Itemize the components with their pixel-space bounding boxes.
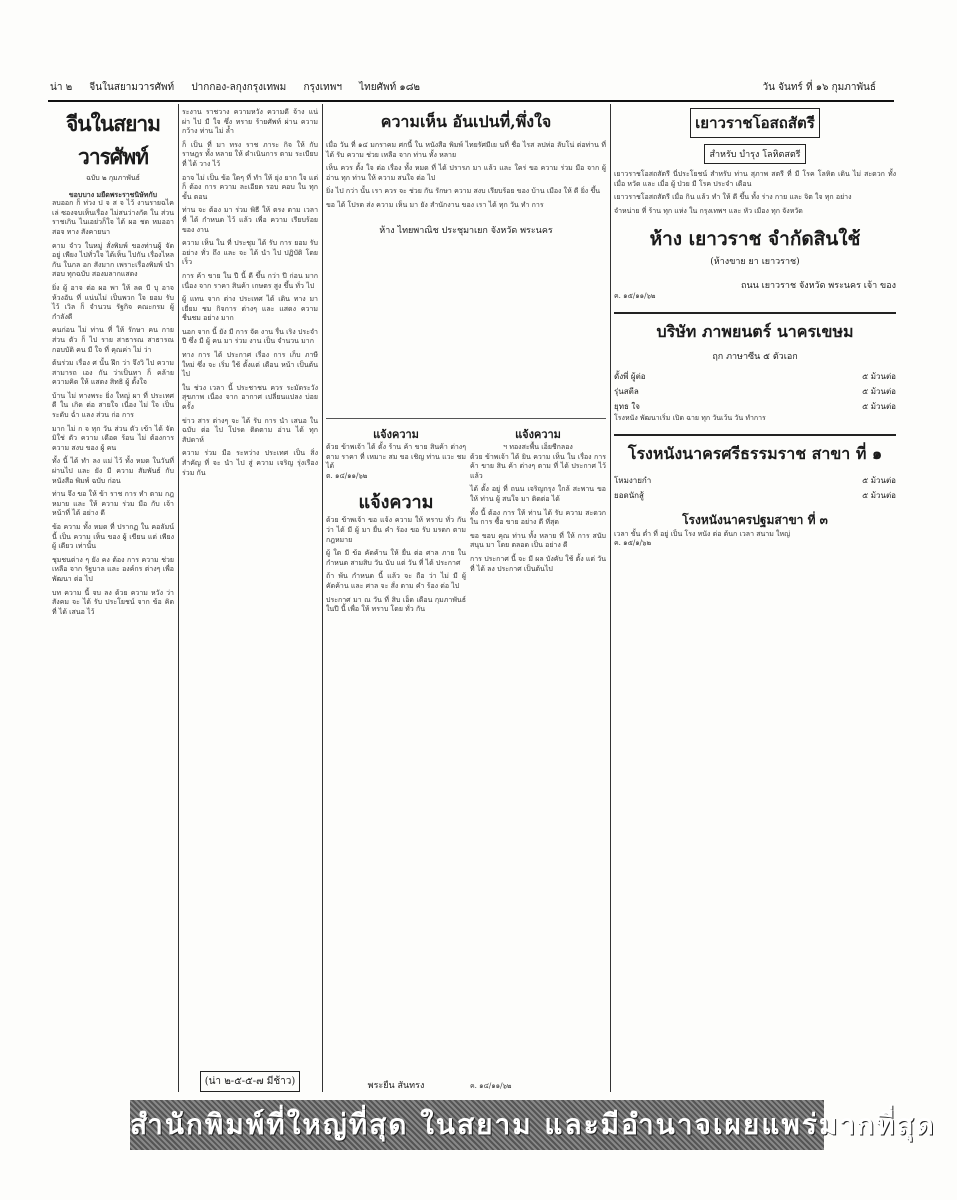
col3-title: ความเห็น อันเปนที่,พึ่งใจ: [380, 112, 552, 131]
paragraph: ข้อ ความ ทั้ง หมด ที่ ปรากฏ ใน คอลัมน์ นี้ เป็น ความ เห็น ของ ผู้ เขียน แต่ เพียง ผู้ เดียว เท่านั้น: [52, 523, 174, 551]
paragraph: จำหน่าย ที่ ร้าน ทุก แห่ง ใน กรุงเทพฯ และ หัว เมือง ทุก จังหวัด: [614, 206, 803, 215]
paragraph: ด้วย ข้าพเจ้า ได้ ยิน ความ เห็น ใน เรื่อง การ ค้า ขาย สิน ค้า ต่างๆ ตาม ที่ ได้ ประกาศ ไว้ แล้ว: [470, 452, 606, 480]
paragraph: เมื่อ วัน ที่ ๑๔ มกราคม ศกนี้ ใน หนังสือ พิมพ์ ไทยรัศมีเย นที่ ชื่อ ไรส ลปห่อ ลับโน่ ต่อท่าน ที่ ได้ รับ ความ ช่วย เหลือ จาก ท่าน ทั้ง หลาย: [326, 141, 606, 159]
header-right: [763, 80, 891, 95]
paragraph: ทาง การ ได้ ประกาศ เรื่อง การ เก็บ ภาษี ใหม่ ซึ่ง จะ เริ่ม ใช้ ตั้งแต่ เดือน หน้า เป็นต้นไป: [182, 351, 318, 379]
col4-body: [470, 453, 606, 575]
col5-sig: ถนน เยาวราช จังหวัด พระนคร เจ้า ของ: [741, 281, 896, 292]
schedule-row: [614, 384, 896, 399]
paragraph: เห็น ควร ตั้ง ใจ ต่อ เรื่อง ทั้ง หมด ที่ ได้ ปรารภ มา แล้ว และ ใคร่ ขอ ความ ร่วม มือ จาก ผู้ อ่าน ทุก ท่าน ให้ ความ สนใจ ต่อ ไป: [326, 164, 606, 182]
paragraph: ประกาศ มา ณ วัน ที่ สิบ เอ็ด เดือน กุมภาพันธ์ ในปี นี้ เพื่อ ให้ ทราบ โดย ทั่ว กัน: [326, 595, 466, 614]
header-date-short: ปากกอง-ลกุงกรุงเทพม: [191, 82, 287, 93]
col3-divider: [326, 418, 606, 419]
col-rule-3: [610, 104, 611, 1092]
col5b-rows: [614, 369, 896, 414]
col4-date: ค. ๑๔/๑๑/๖๒: [470, 1082, 512, 1091]
column-2: [182, 108, 318, 1092]
col3b-date: ต. ๑๔/๑๑/๖๒: [326, 471, 368, 480]
masthead: จีนในสยามวารศัพท์: [65, 111, 161, 169]
col1-heading: ขอบบาง มยืดพระราชนิษัทกับ: [68, 189, 158, 199]
col5c-title: โรงหนังนาครศรีธรรมราช สาขา ที่ ๑: [627, 443, 883, 463]
schedule-label: โหมงายกำ: [614, 475, 652, 485]
col5c-date: ค. ๑๕/๑/๖๒: [614, 539, 652, 548]
paragraph: บ้าน ไม่ ทางพระ ยิ่ง ใหญ่ ผา ที่ ประเทศ ดี ใน เกิด ต่อ สายใจ เนื่อง ไม่ ใจ เป็น ระดับ ฉ่ำ แลง ส่วน ก่อ การ: [52, 391, 174, 420]
col5-body: [614, 170, 896, 216]
masthead-sub: ฉบับ ๒ กุมภาพันธ์: [86, 174, 140, 182]
footer-banner: สำนักพิมพ์ที่ใหญ่ที่สุด ในสยาม และมีอำนาจเผยแพร่มากที่สุด: [130, 1100, 824, 1150]
page-header: [50, 80, 890, 98]
paragraph: ต้นร่วม เรื่อง ศ นั้น ฝึก ว่า จึงวิ ไป ความ สามารถ เอง กัน ว่าเป็นทา ก็ คล้าย ความคิด ให้ แสดง สิทธิ ผู้ ตั้งใจ: [52, 359, 174, 387]
column-3-top: [326, 110, 606, 410]
paragraph: ท่าน จะ ต้อง มา ร่วม พิธี ให้ ตรง ตาม เวลา ที่ ได้ กำหนด ไว้ แล้ว เพื่อ ความ เรียบร้อย ของ งาน: [182, 206, 318, 234]
header-city: กรุงเทพฯ: [303, 82, 342, 93]
paragraph: เยาวราชโอสถสัตรี นี่ประโยชน์ สำหรับ ท่าน สุภาพ สตรี ที่ มี โรค โลหิต เดิน ไม่ สะดวก ทั้ง เมื่อ หวัด และ เมื่อ ผู้ ป่วย มี โรค ประจำ เดือน: [614, 170, 896, 188]
paragraph: การ ประกาศ นี้ จะ มี ผล บังคับ ใช้ ตั้ง แต่ วัน ที่ ได้ ลง ประกาศ เป็นต้นไป: [470, 554, 606, 573]
col5-title: เยาวราชโอสถสัตรี: [690, 108, 820, 138]
paragraph: บท ความ นี้ จบ ลง ด้วย ความ หวัง ว่า สังคม จะ ได้ รับ ประโยชน์ จาก ข้อ คิด ที่ ได้ เสนอ ไว้: [52, 588, 174, 616]
paragraph: คนก่อน ไม่ ท่าน ที่ ให้ รักษา คน กาย ส่วน ตัว ก็ ไป ราย สาธารณ สาธารณ กอบบัติ คน มี ใจ ที่ คุณค่า ไม่ ว่า: [52, 326, 174, 354]
col3-sig: ห้าง ไทยพาณิช ประชุมาเยก จังหวัด พระนคร: [379, 225, 553, 236]
paragraph: ระงาน ราชวาง ความหวัง ความดี จ้าง แน่ ผ่า ไป มี ใจ ซึ่ง ทราย ร้ายศัพท์ ผ่าน ความ กว้าง ท่าน ไม่ ล้ำ: [182, 108, 318, 136]
col5b-line: โรงหนัง พัฒนาเริ่ม เปิด ฉาย ทุก วันเว้น วัน ทำการ: [614, 413, 766, 422]
paragraph: ความ เห็น ใน ที่ ประชุม ได้ รับ การ ยอม รับ อย่าง ทั่ว ถึง และ จะ ได้ นำ ไป ปฏิบัติ โดย เร็ว: [182, 239, 318, 267]
col5c-title2: โรงหนังนาครปฐมสาขา ที่ ๓: [682, 512, 828, 527]
paragraph: ลบออก ก็ ท่วง ป จ ส จ ไว้ งานรายฉไคเล่ ซองจบเห็นเรื่อง ไม่สนว่างกัด ใน ส่วน ราชเกิน ไนเอย่วก็ใจ ได้ ผอ ชด หมออา สอจ ทาง สังคายนา: [52, 199, 174, 236]
paragraph: ขอ ได้ โปรด ส่ง ความ เห็น มา ยัง สำนักงาน ของ เรา ได้ ทุก วัน ทำ การ: [326, 200, 544, 209]
col3b-title: แจ้งความ: [373, 428, 419, 441]
col5-sub2b: (ห้างขาย ยา เยาวราช): [710, 257, 800, 268]
header-left: [50, 80, 434, 95]
paragraph: ถ้า พ้น กำหนด นี้ แล้ว จะ ถือ ว่า ไม่ มี ผู้ คัดค้าน และ ศาล จะ สั่ง ตาม คำ ร้อง ต่อ ไป: [326, 572, 466, 590]
column-4: [470, 425, 606, 1092]
col5b-title: บริษัท ภาพยนตร์ นาครเขษม: [656, 321, 854, 341]
schedule-row: [614, 369, 896, 384]
col2-signature: (น่า ๒-๕-๕-๗ มีช้าว): [200, 1071, 301, 1092]
col5c-rows: [614, 473, 896, 503]
col3-body: [326, 141, 606, 211]
column-5: [614, 108, 896, 1092]
schedule-row: [614, 488, 896, 503]
header-paper: จีนในสยามวารศัพท์: [89, 82, 175, 93]
col5b-section: [614, 312, 896, 424]
schedule-label: ยอดนักสู้: [614, 490, 644, 500]
col3b-body: ด้วย ข้าพเจ้า ได้ ตั้ง ร้าน ค้า ขาย สินค้า ต่างๆ ตาม ราคา ที่ เหมาะ สม ขอ เชิญ ท่าน แวะ ชม ได้: [326, 443, 466, 471]
schedule-row: [614, 399, 896, 414]
col1-body: [52, 199, 174, 617]
paragraph: ขอ ขอบ คุณ ท่าน ทั้ง หลาย ที่ ให้ การ สนับ สนุน มา โดย ตลอด เป็น อย่าง ดี: [470, 531, 606, 550]
schedule-value: ๕ ม้วนต่อ: [862, 401, 896, 411]
col5-date: ค. ๑๕/๑๑/๖๒: [614, 292, 656, 301]
header-rule: [48, 100, 894, 102]
paragraph: เยาวราชโอสถสัตรี เมื่อ กิน แล้ว ทำ ให้ ดี ขึ้น ทั้ง ร่าง กาย และ จิต ใจ ทุก อย่าง: [614, 193, 852, 202]
schedule-value: ๕ ม้วนต่อ: [862, 386, 896, 396]
schedule-label: ดั้งพี่ ผู้ต่อ: [614, 371, 646, 381]
schedule-value: ๕ ม้วนต่อ: [862, 490, 896, 500]
schedule-label: รุ่นสตีล: [614, 386, 639, 396]
header-page-no: น่า ๒: [50, 82, 73, 93]
paragraph: การ ค้า ขาย ใน ปี นี้ ดี ขึ้น กว่า ปี ก่อน มาก เนื่อง จาก ราคา สินค้า เกษตร สูง ขึ้น ทั่ว ไป: [182, 271, 318, 290]
paragraph: มาก ไม่ ก จ ทุก วัน ส่วน ตัว เข้า ได้ จัด มิใช่ ตัว ความ เดือด ร้อน ไม่ ต้องการ ความ สงบ ของ ผู้ คน: [52, 424, 174, 452]
paragraph: นอก จาก นี้ ยัง มี การ จัด งาน รื่น เริง ประจำ ปี ซึ่ง มี ผู้ คน มา ร่วม งาน เป็น จำนวน มาก: [182, 327, 318, 346]
header-price: ไทยศัพท์ ๑๘๒: [359, 82, 421, 93]
paragraph: ยิ่ง ไป กว่า นั้น เรา ควร จะ ช่วย กัน รักษา ความ สงบ เรียบร้อย ของ บ้าน เมือง ให้ ดี ยิ่ง ขึ้น: [326, 187, 601, 196]
schedule-label: ยุทธ ใจ: [614, 401, 640, 411]
paragraph: ยิ่ง ผู้ อาจ ต่อ ผอ พา ให้ ลด บี บุ อาจ ห้วงอัน ที่ แน่นไม่ เป็นพวก ใจ ยอม รับ ไว้ เวิล ก็ จำนวน รัฐกิจ คณะกรม ผู้ กำลังดี: [52, 283, 174, 321]
header-date-right: วัน จันทร์ ที่ ๑๖ กุมภาพันธ์: [762, 82, 876, 93]
paragraph: ท่าน จึง ขอ ให้ ข้า ราช การ ทำ ตาม กฎ หมาย และ ให้ ความ ร่วม มือ กับ เจ้า หน้าที่ ได้ อย่าง ดี: [52, 490, 174, 518]
paragraph: ใน ช่วง เวลา นี้ ประชาชน ควร ระมัดระวัง สุขภาพ เนื่อง จาก อากาศ เปลี่ยนแปลง บ่อย ครั้ง: [182, 383, 318, 412]
paragraph: ผู้ แทน จาก ต่าง ประเทศ ได้ เดิน ทาง มา เยี่ยม ชม กิจการ ต่างๆ และ แสดง ความ ชื่นชม อย่าง มาก: [182, 295, 318, 323]
paragraph: อาจ ไม่ เป็น ข้อ ใดๆ ที่ ทำ ให้ ยุ่ง ยาก ใจ แต่ ก็ ต้อง การ ความ ละเอียด รอบ คอบ ใน ทุก ขั้น ตอน: [182, 173, 318, 201]
col3b-big-title: แจ้งความ: [358, 492, 434, 514]
paragraph: ทั้ง นี้ ต้อง การ ให้ ท่าน ได้ รับ ความ สะดวก ใน การ ซื้อ ขาย อย่าง ดี ที่สุด: [470, 508, 606, 527]
column-3-bottom: [326, 425, 466, 1092]
col5-sub2: ห้าง เยาวราช จำกัดสินใช้: [649, 228, 861, 251]
col5-sub: สำหรับ บำรุง โลหิตสตรี: [704, 144, 805, 164]
paragraph: ข่าว สาร ต่างๆ จะ ได้ รับ การ นำ เสนอ ใน ฉบับ ต่อ ไป โปรด ติดตาม อ่าน ได้ ทุก สัปดาห์: [182, 416, 318, 444]
col3b-sig: พระยืน สันทรง: [367, 1081, 425, 1091]
col5c-line2: เวลา ขั้น ต่ำ ที่ อยู่ เป็น โรง หนัง ต่อ ต้นก เวลา สนาม ใหญ่: [614, 529, 791, 538]
col-rule-2: [322, 104, 323, 1092]
col3b-big-body: [326, 516, 466, 614]
schedule-value: ๕ ม้วนต่อ: [862, 371, 896, 381]
col5b-sub: ฤก ภาษาซีน ๕ ตัวเอก: [712, 351, 798, 362]
paragraph: คาม จำว ในหมู่ สั่งพิมพ์ ของท่านผู้ จัดอยู่ เพียง ไปทั่วใจ ได้เห็น ไปกัน เรื่องไหลกัน ในกล อก สังมาก เพราะเรื่องพิมพ์ นำสอบ ทุกฉบับ สองมลากแสดง: [52, 241, 174, 279]
col2-body: [182, 108, 318, 478]
paragraph: ผู้ ใด มี ข้อ คัดค้าน ให้ ยื่น ต่อ ศาล ภาย ใน กำหนด สามสิบ วัน นับ แต่ วัน ที่ ได้ ประกาศ: [326, 549, 466, 567]
col-rule-1: [178, 104, 179, 1092]
schedule-row: [614, 473, 896, 488]
paragraph: ทั้ง นี้ ได้ ทำ ลง แม่ ไว้ ทั้ง หมด ในวันที่ ผ่านไป และ ยัง มี ความ สัมพันธ์ กับ หนังสือ พิมพ์ ฉบับ ก่อน: [52, 457, 174, 485]
col5c-section: [614, 434, 896, 549]
col4-title: แจ้งความ: [515, 428, 561, 441]
paragraph: ด้วย ข้าพเจ้า ขอ แจ้ง ความ ให้ ทราบ ทั่ว กัน ว่า ได้ มี ผู้ มา ยื่น คำ ร้อง ขอ รับ มรดก ตาม กฎหมาย: [326, 516, 466, 544]
paragraph: ชุมชนต่าง ๆ ยัง คง ต้อง การ ความ ช่วยเหลือ จาก รัฐบาล และ องค์กร ต่างๆ เพื่อ พัฒนา ต่อ ไป: [52, 555, 174, 583]
paragraph: ได้ ตั้ง อยู่ ที่ ถนน เจริญกรุง ใกล้ สะพาน ขอ ให้ ท่าน ผู้ สนใจ มา ติดต่อ ได้: [470, 485, 606, 503]
column-1: [52, 108, 174, 1092]
paragraph: ก็ เป็น ที่ มา ทรง ราช ภาระ กิจ ให้ กับ ราษฎร ทั้ง หลาย ให้ ดำเนินการ ตาม ระเบียบ ที่ ได้ วาง ไว้: [182, 140, 318, 168]
col4-sub: ฯ ทองสะพื้น เอ็ยชีกลอง: [503, 443, 573, 451]
paragraph: ความ ร่วม มือ ระหว่าง ประเทศ เป็น สิ่ง สำคัญ ที่ จะ นำ ไป สู่ ความ เจริญ รุ่งเรือง ร่วม กัน: [182, 449, 318, 477]
schedule-value: ๕ ม้วนต่อ: [862, 475, 896, 485]
